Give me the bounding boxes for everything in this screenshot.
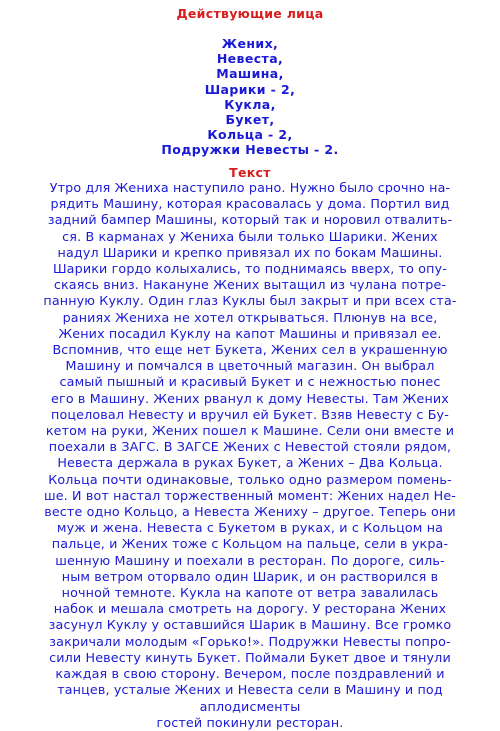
text-heading: Текст: [229, 165, 271, 180]
text-line: поехали в ЗАГС. В ЗАГСЕ Жених с Невестой стояли рядом,: [48, 439, 452, 455]
text-line: Кольца почти одинаковые, только одно размером помень-: [48, 471, 452, 487]
text-line: каждая в свою сторону. Вечером, после поздравлений и: [55, 666, 445, 682]
text-line: Жених посадил Куклу на капот Машины и привязал ее.: [58, 325, 442, 341]
cast-item: Подружки Невесты - 2.: [161, 142, 339, 158]
text-line: Утро для Жениха наступило рано. Нужно было срочно на-: [49, 180, 451, 195]
text-line: Машину и помчался в цветочный магазин. Он выбрал: [65, 358, 435, 374]
text-line: муж и жена. Невеста с Букетом в руках, и с Кольцом на: [56, 520, 444, 536]
cast-item: Невеста,: [216, 51, 284, 67]
text-line: набок и мешала смотреть на дорогу. У ресторана Жених: [53, 601, 447, 617]
text-line: гостей покинули ресторан.: [156, 714, 344, 730]
text-line: весте одно Кольцо, а Невеста Жениху – другое. Теперь они: [44, 504, 456, 520]
text-line: самый пышный и красивый Букет и с нежностью понес: [59, 374, 441, 390]
cast-heading: Действующие лица: [176, 6, 324, 21]
cast-item: Букет,: [225, 112, 275, 128]
text-line: ночной темноте. Кукла на капоте от ветра завалилась: [61, 585, 439, 601]
cast-list: [0, 36, 500, 158]
text-line: ше. И вот настал торжественный момент: Жених надел Не-: [43, 487, 457, 503]
text-line: Вспомнив, что еще нет Букета, Жених сел в украшенную: [52, 342, 448, 358]
cast-item: Кукла,: [224, 96, 276, 112]
text-line: его в Машину. Жених рванул к дому Невесты. Там Жених: [51, 390, 449, 406]
text-line: Шарики гордо колыхались, то поднимаясь вверх, то опу-: [52, 261, 448, 277]
text-line: пальце, и Жених тоже с Кольцом на пальце, сели в укра-: [51, 536, 449, 552]
story-text: [4, 180, 496, 731]
text-line: раниях Жениха не хотел открываться. Плюнув на все,: [62, 309, 438, 325]
cast-item: Машина,: [216, 66, 284, 82]
cast-item: Кольца - 2,: [207, 127, 293, 143]
text-line: шенную Машину и поехали в ресторан. По дороге, силь-: [55, 552, 445, 568]
text-line: рядить Машину, которая красовалась у дома. Портил вид: [50, 196, 450, 212]
text-line: задний бампер Машины, который так и норовил отвалить-: [47, 212, 453, 228]
text-line: скаясь вниз. Накануне Жених вытащил из чулана потре-: [53, 277, 447, 293]
text-line: надул Шарики и крепко привязал их по бокам Машины.: [57, 244, 443, 260]
text-line: закричали молодым «Горько!». Подружки Невесты попро-: [49, 633, 451, 649]
text-line: Невеста держала в руках Букет, а Жених – Два Кольца.: [57, 455, 443, 471]
text-line: ным ветром оторвало один Шарик, и он растворился в: [61, 568, 439, 584]
cast-item: Жених,: [221, 36, 279, 51]
text-line: аплодисменты: [199, 698, 301, 714]
cast-item: Шарики - 2,: [204, 81, 296, 97]
text-line: кетом на руки, Жених пошел к Машине. Сели они вместе и: [45, 423, 455, 439]
text-line: поцеловал Невесту и вручил ей Букет. Взяв Невесту с Бу-: [51, 406, 449, 422]
text-line: сили Невесту кинуть Букет. Поймали Букет двое и тянули: [49, 649, 451, 665]
text-line: засунул Куклу у оставшийся Шарик в Машину. Все громко: [48, 617, 452, 633]
text-line: панную Куклу. Один глаз Куклы был закрыт и при всех ста-: [43, 293, 457, 309]
text-line: танцев, усталые Жених и Невеста сели в Машину и под: [57, 682, 443, 698]
text-line: ся. В карманах у Жениха были только Шарики. Жених: [62, 228, 438, 244]
